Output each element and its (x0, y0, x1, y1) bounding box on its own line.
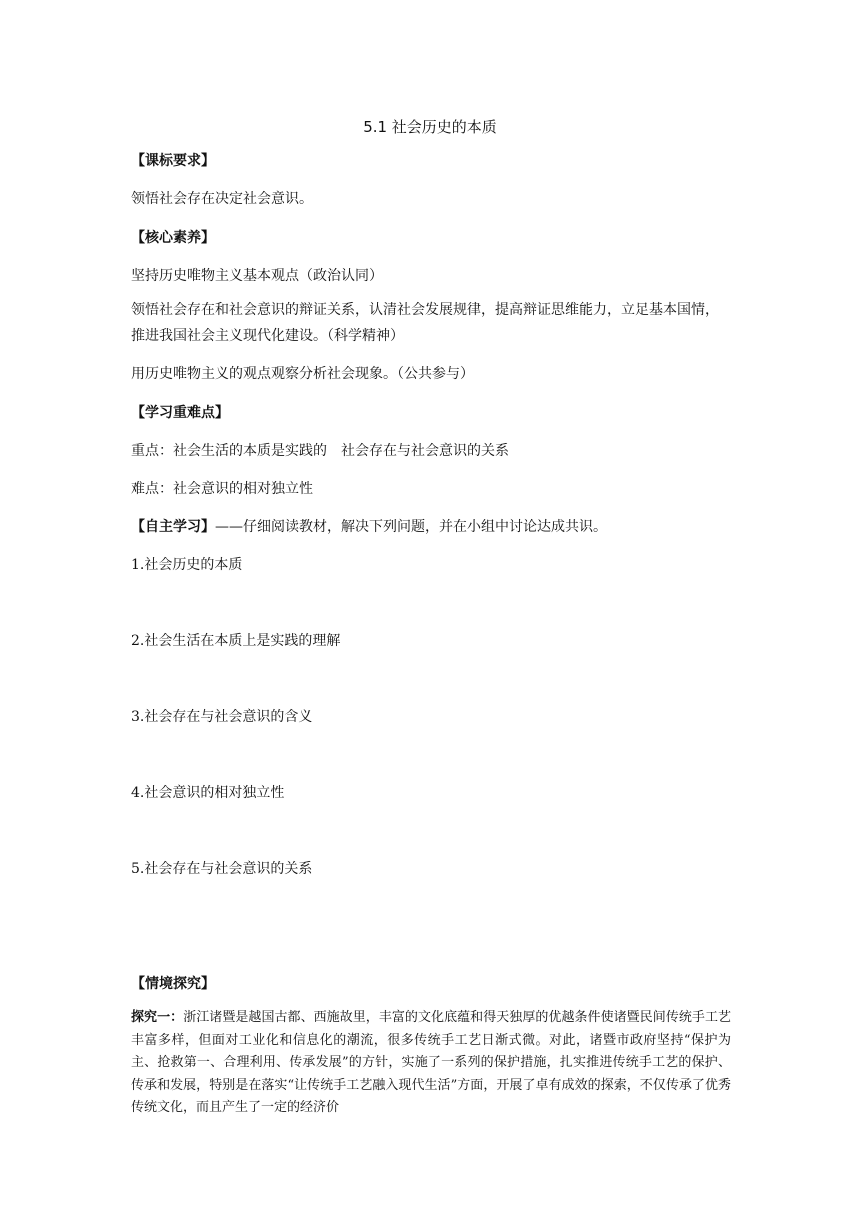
key-points-heading: 【学习重难点】 (131, 405, 229, 421)
literacy-heading: 【核心素养】 (131, 230, 215, 246)
case-1-text: 浙江诸暨是越国古都、西施故里，丰富的文化底蕴和得天独厚的优越条件使诸暨民间传统手工艺丰富多样，但面对工业化和信息化的潮流，很多传统手工艺日渐式微。对此，诸暨市政府坚持“保护为主、抢救第一、合理利用、传承发展”的方针，实施了一系列的保护措施，扎实推进传统手工艺的保护、传承和发展，特别是在落实“让传统手工艺融入现代生活”方面，开展了卓有成效的探索，不仅传承了优秀传统文化，而且产生了一定的经济价 (131, 1010, 731, 1115)
case-1-label: 探究一： (131, 1010, 184, 1025)
literacy-item-3: 用历史唯物主义的观点观察分析社会现象。（公共参与） (131, 366, 474, 382)
question-2: 2.社会生活在本质上是实践的理解 (131, 633, 341, 649)
page-title: 5.1 社会历史的本质 (363, 118, 497, 136)
inquiry-heading: 【情境探究】 (131, 976, 215, 992)
difficult-point: 难点：社会意识的相对独立性 (131, 481, 313, 497)
literacy-item-1: 坚持历史唯物主义基本观点（政治认同） (131, 268, 383, 284)
self-study-instruction: ——仔细阅读教材，解决下列问题，并在小组中讨论达成共识。 (215, 519, 607, 535)
question-4: 4.社会意识的相对独立性 (131, 785, 285, 801)
question-3: 3.社会存在与社会意识的含义 (131, 709, 313, 725)
question-5: 5.社会存在与社会意识的关系 (131, 861, 313, 877)
question-1: 1.社会历史的本质 (131, 557, 243, 573)
key-point: 重点：社会生活的本质是实践的 社会存在与社会意识的关系 (131, 443, 509, 459)
self-study-line (131, 516, 607, 536)
standard-text: 领悟社会存在决定社会意识。 (131, 191, 313, 207)
case-1-paragraph (131, 1007, 731, 1120)
self-study-heading: 【自主学习】 (131, 519, 215, 535)
literacy-item-2: 领悟社会存在和社会意识的辩证关系，认清社会发展规律，提高辩证思维能力，立足基本国情，推进我国社会主义现代化建设。（科学精神） (131, 302, 719, 344)
standard-heading: 【课标要求】 (131, 153, 215, 169)
